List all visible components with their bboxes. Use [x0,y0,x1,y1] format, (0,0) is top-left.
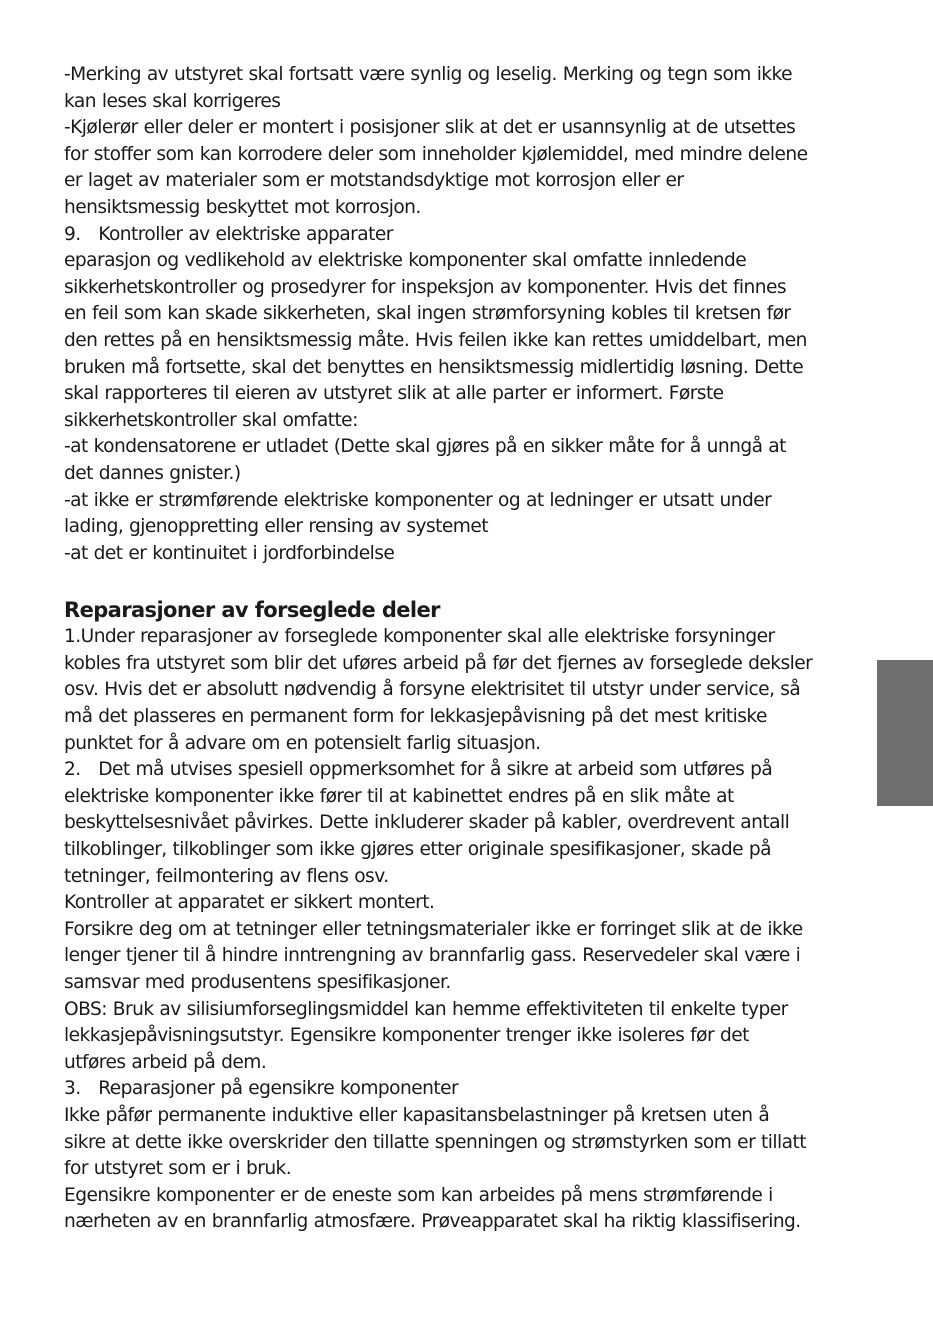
text-line: den rettes på en hensiktsmessig måte. Hvis feilen ikke kan rettes umiddelbart, men [64,329,807,351]
page-side-tab [877,660,933,806]
text-line: for utstyret som er i bruk. [64,1158,292,1180]
section-heading: Reparasjoner av forseglede deler [64,598,440,623]
section-spacer [64,567,876,596]
text-line: -at ikke er strømførende elektriske komponenter og at ledninger er utsatt under [64,489,772,511]
text-line: 2. Det må utvises spesiell oppmerksomhet for å sikre at arbeid som utføres på [64,759,773,781]
text-line: sikkerhetskontroller og prosedyrer for inspeksjon av komponenter. Hvis det finnes [64,276,787,298]
text-line: kobles fra utstyret som blir det uføres arbeid på før det fjernes av forseglede deksler [64,652,813,674]
text-line: elektriske komponenter ikke fører til at kabinettet endres på en slik måte at [64,785,734,807]
text-line: 9. Kontroller av elektriske apparater [64,223,393,245]
text-line: punktet for å advare om en potensielt farlig situasjon. [64,732,541,754]
text-line: -Kjølerør eller deler er montert i posisjoner slik at det er usannsynlig at de utsettes [64,117,796,139]
text-line: -at kondensatorene er utladet (Dette skal gjøres på en sikker måte for å unngå at [64,436,786,458]
text-line: lenger tjener til å hindre inntrengning av brannfarlig gass. Reservedeler skal være i [64,945,801,967]
text-line: Forsikre deg om at tetninger eller tetningsmaterialer ikke er forringet slik at de ikke [64,918,803,940]
text-line: er laget av materialer som er motstandsdyktige mot korrosjon eller er [64,170,684,192]
text-line: 1.Under reparasjoner av forseglede komponenter skal alle elektriske forsyninger [64,626,775,648]
text-line: eparasjon og vedlikehold av elektriske komponenter skal omfatte innledende [64,250,747,272]
text-line: samsvar med produsentens spesifikasjoner. [64,972,451,993]
text-line: beskyttelsesnivået påvirkes. Dette inkluderer skader på kabler, overdrevent antall [64,812,790,834]
text-line: osv. Hvis det er absolutt nødvendig å forsyne elektrisitet til utstyr under service, så [64,679,801,701]
text-line: sikre at dette ikke overskrider den tillatte spenningen og strømstyrken som er tillatt [64,1131,806,1153]
text-line: det dannes gnister.) [64,462,241,484]
text-line: kan leses skal korrigeres [64,90,281,112]
text-line: nærheten av en brannfarlig atmosfære. Prøveapparatet skal ha riktig klassifisering. [64,1211,801,1233]
text-line: skal rapporteres til eieren av utstyret slik at alle parter er informert. Første [64,383,724,405]
text-line: sikkerhetskontroller skal omfatte: [64,409,358,431]
text-line: Kontroller at apparatet er sikkert montert. [64,892,435,914]
text-line: utføres arbeid på dem. [64,1051,267,1073]
text-line: tetninger, feilmontering av flens osv. [64,865,389,887]
text-line: 3. Reparasjoner på egensikre komponenter [64,1078,459,1100]
text-line: OBS: Bruk av silisiumforseglingsmiddel kan hemme effektiviteten til enkelte typer [64,998,788,1020]
paragraph-block-sealed-parts [64,624,876,1236]
paragraph-block-checks [64,62,876,567]
document-page [64,62,876,1236]
text-line: -at det er kontinuitet i jordforbindelse [64,542,395,564]
text-line: lekkasjepåvisningsutstyr. Egensikre komponenter trenger ikke isoleres før det [64,1025,749,1047]
text-line: Ikke påfør permanente induktive eller kapasitansbelastninger på kretsen uten å [64,1104,770,1126]
text-line: tilkoblinger, tilkoblinger som ikke gjøres etter originale spesifikasjoner, skade på [64,839,771,861]
text-line: hensiktsmessig beskyttet mot korrosjon. [64,196,421,218]
text-line: for stoffer som kan korrodere deler som inneholder kjølemiddel, med mindre delene [64,143,808,165]
text-line: -Merking av utstyret skal fortsatt være synlig og leselig. Merking og tegn som ikke [64,64,792,85]
text-line: lading, gjenoppretting eller rensing av systemet [64,516,488,538]
text-line: må det plasseres en permanent form for lekkasjepåvisning på det mest kritiske [64,706,767,728]
text-line: bruken må fortsette, skal det benyttes en hensiktsmessig midlertidig løsning. Dette [64,356,804,378]
text-line: Egensikre komponenter er de eneste som kan arbeides på mens strømførende i [64,1184,773,1206]
text-line: en feil som kan skade sikkerheten, skal ingen strømforsyning kobles til kretsen før [64,303,791,325]
